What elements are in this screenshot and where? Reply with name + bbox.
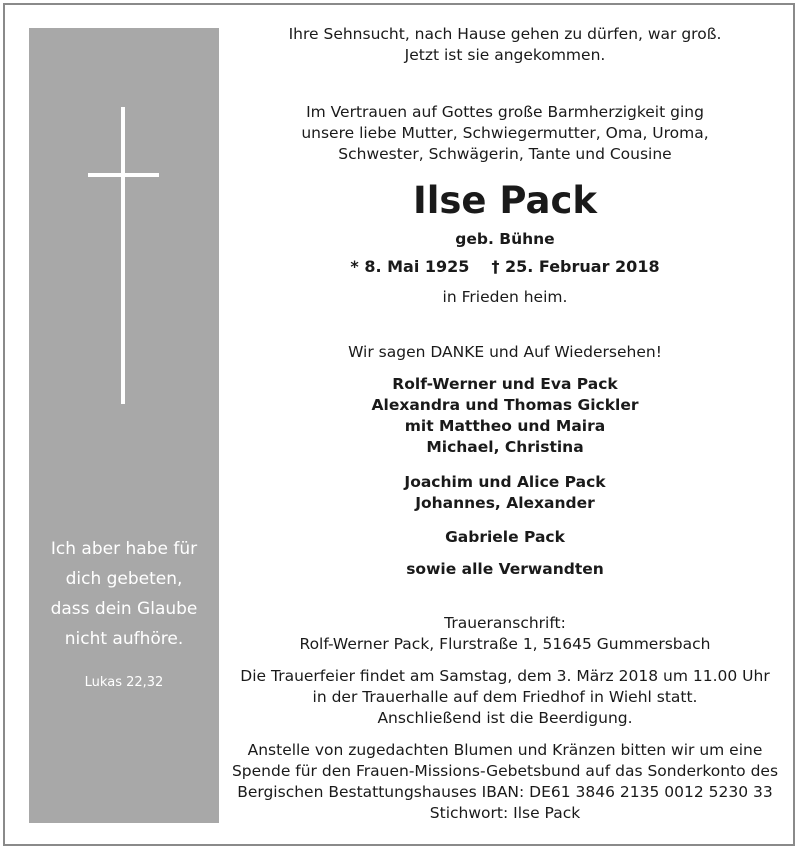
ceremony-line: Die Trauerfeier findet am Samstag, dem 3. März 2018 um 11.00 Uhr — [240, 667, 770, 685]
donation-line: Anstelle von zugedachten Blumen und Kränzen bitten wir um eine — [247, 741, 763, 759]
family-line: Rolf-Werner und Eva Pack — [392, 375, 618, 393]
family-group-4 — [222, 559, 788, 580]
donation-line: Stichwort: Ilse Pack — [429, 804, 581, 822]
life-dates — [222, 256, 788, 277]
intro-text — [222, 24, 788, 66]
ceremony-line: in der Trauerhalle auf dem Friedhof in Wiehl statt. — [312, 688, 698, 706]
donation-line: Bergischen Bestattungshauses IBAN: DE61 3846 2135 0012 5230 33 — [237, 783, 773, 801]
death-date: † 25. Februar 2018 — [491, 257, 660, 276]
family-line: sowie alle Verwandten — [406, 560, 604, 578]
family-group-3 — [222, 527, 788, 548]
intro-line: Jetzt ist sie angekommen. — [404, 46, 606, 64]
address-block — [222, 613, 788, 655]
closing-text: in Frieden heim. — [442, 288, 568, 306]
verse-line: nicht aufhöre. — [64, 629, 184, 649]
thanks-text: Wir sagen DANKE und Auf Wiedersehen! — [348, 343, 662, 361]
ceremony-block — [222, 666, 788, 729]
address-value: Rolf-Werner Pack, Flurstraße 1, 51645 Gummersbach — [299, 635, 711, 653]
verse-line: dich gebeten, — [65, 569, 183, 589]
deceased-name: Ilse Pack — [412, 179, 598, 222]
family-line: Johannes, Alexander — [415, 494, 595, 512]
faith-line: Schwester, Schwägerin, Tante und Cousine — [338, 145, 672, 163]
birth-date: * 8. Mai 1925 — [350, 257, 470, 276]
donation-line: Spende für den Frauen-Missions-Gebetsbund auf das Sonderkonto des — [231, 762, 779, 780]
thanks-block — [222, 342, 788, 363]
faith-line: unsere liebe Mutter, Schwiegermutter, Oma, Uroma, — [301, 124, 709, 142]
verse-reference: Lukas 22,32 — [84, 675, 164, 690]
address-label: Traueranschrift: — [444, 614, 566, 632]
cross-icon-bar — [88, 173, 159, 177]
cross-icon — [121, 107, 125, 404]
family-group-2 — [222, 472, 788, 514]
family-line: Michael, Christina — [426, 438, 584, 456]
verse-line: Ich aber habe für — [50, 539, 198, 559]
family-group-1 — [222, 374, 788, 458]
birth-name-block — [222, 229, 788, 250]
family-line: Gabriele Pack — [445, 528, 565, 546]
family-line: mit Mattheo und Maira — [404, 417, 606, 435]
family-line: Joachim und Alice Pack — [404, 473, 606, 491]
intro-line: Ihre Sehnsucht, nach Hause gehen zu dürfen, war groß. — [288, 25, 722, 43]
bible-verse — [29, 534, 219, 654]
family-line: Alexandra und Thomas Gickler — [371, 396, 639, 414]
donation-block — [222, 740, 788, 824]
verse-line: dass dein Glaube — [50, 599, 198, 619]
closing-block — [222, 287, 788, 308]
faith-text — [222, 102, 788, 165]
birth-name: geb. Bühne — [455, 230, 555, 248]
faith-line: Im Vertrauen auf Gottes große Barmherzigkeit ging — [306, 103, 704, 121]
ceremony-line: Anschließend ist die Beerdigung. — [377, 709, 633, 727]
